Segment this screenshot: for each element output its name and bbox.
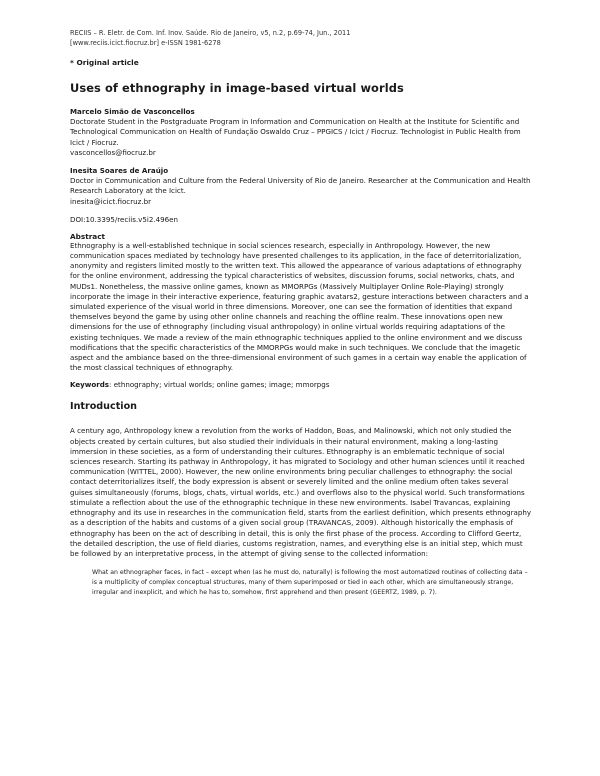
keywords [70,380,532,389]
author-name: Inesita Soares de Araújo [70,166,169,176]
journal-citation: RECIIS – R. Eletr. de Com. Inf. Inov. Saúde. Rio de Janeiro, v5, n.2, p.69-74, Jun., 2011 [70,29,351,37]
author-affiliation: Doctorate Student in the Postgraduate Program in Information and Communication on Health at the Institute for Scientific and Technological Communication on Health of Fundação Oswaldo Cruz – PPGICS / Icict / Fiocruz. Technologist in Public Health from Icict / Fiocruz. [70,117,521,147]
block-quote: What an ethnographer faces, in fact – except when (as he must do, naturally) is following the most automatized routines of collecting data – is a multiplicity of complex conceptual structures, many of them superimposed or tied in each other, which are simultaneously strange, irregular and inexplicit, and which he has to, somehow, first apprehend and then present (GEERTZ, 1989, p. 7). [92,569,528,597]
journal-header [70,28,532,48]
abstract-heading: Abstract [70,231,106,241]
author-block-1 [70,107,532,158]
article-type-label: * Original article [70,58,139,67]
author-name: Marcelo Simão de Vasconcellos [70,107,195,116]
abstract-text: Ethnography is a well-established technique in social sciences research, especially in Anthropology. However, the new communication spaces mediated by technology have presented challenges to its application, in the face of deterritorialization, anonymity and registers limited mostly to the written text. This allowed the appearance of various adaptations of ethnography for the online environment, addressing the typical characteristics of websites, discussion forums, social networks, chats, and MUDs1. Nonetheless, the massive online games, known as MMORPGs (Massively Multiplayer Online Role-Playing) strongly incorporate the image in their interactive experience, featuring graphic avatars2, gesture interactions between characters and a simulated experience of the visual world in three dimensions. Moreover, one can see the formation of identities that expand themselves beyond the game by using other online channels and reaching the offline realm. These innovations open new dimensions for the use of ethnography (including visual anthropology) in online virtual worlds requiring adaptations of the existing techniques. We made a review of the main ethnographic techniques applied to the online environment and we discuss modifications that the specific characteristics of the MMORPGs would make in such techniques. We conclude that the imagetic aspect and the ambiance based on the three-dimensional environment of such games in a certain way enable the application of the most classical techniques of ethnography. [70,240,529,373]
author-block-2 [70,166,532,207]
article-title: Uses of ethnography in image-based virtual worlds [70,81,404,95]
author-email[interactable]: vasconcellos@fiocruz.br [70,147,156,157]
journal-issn: [www.reciis.icict.fiocruz.br] e-ISSN 1981-6278 [70,39,221,47]
doi[interactable]: DOI:10.3395/reciis.v5i2.496en [70,214,179,224]
keywords-label: Keywords [70,380,110,390]
section-heading-introduction: Introduction [70,401,137,413]
article-page [70,28,532,598]
author-affiliation: Doctor in Communication and Culture from the Federal University of Rio de Janeiro. Researcher at the Communication and Health Research Laboratory at the Icict. [70,176,531,196]
author-email[interactable]: inesita@icict.fiocruz.br [70,196,152,206]
introduction-paragraph: A century ago, Anthropology knew a revolution from the works of Haddon, Boas, and Malinowski, which not only studied the objects created by certain cultures, but also studied their individuals in their natural environment, making a long-lasting immersion in these societies, as a form of understanding their cultures. Ethnography is an emblematic technique of social sciences research. Starting its pathway in Anthropology, it has migrated to Sociology and other human sciences until it reached communication (WITTEL, 2000). However, the new online environments bring peculiar challenges to ethnography: the social contact deterritorializes itself, the body expression is absent or severely limited and the online medium often takes several guises simultaneously (forums, blogs, chats, virtual worlds, etc.) and overflows also to the physical world. Such transformations stimulate a reflection about the use of the ethnographic technique in these new environments. Isabel Travancas, explaining ethnography and its use in researches in the communication field, starts from the earliest definition, which presents ethnography as a description of the habits and customs of a given social group (TRAVANCAS, 2009). Although historically the emphasis of ethnography has been on the act of describing in detail, this is only the first phase of the process. According to Clifford Geertz, the detailed description, the use of field diaries, customs registration, names, and everything else is an initial step, which must be followed by an interpretative process, in the attempt of giving sense to the collected information: [70,426,532,558]
keywords-text: : ethnography; virtual worlds; online games; image; mmorpgs [109,380,330,390]
